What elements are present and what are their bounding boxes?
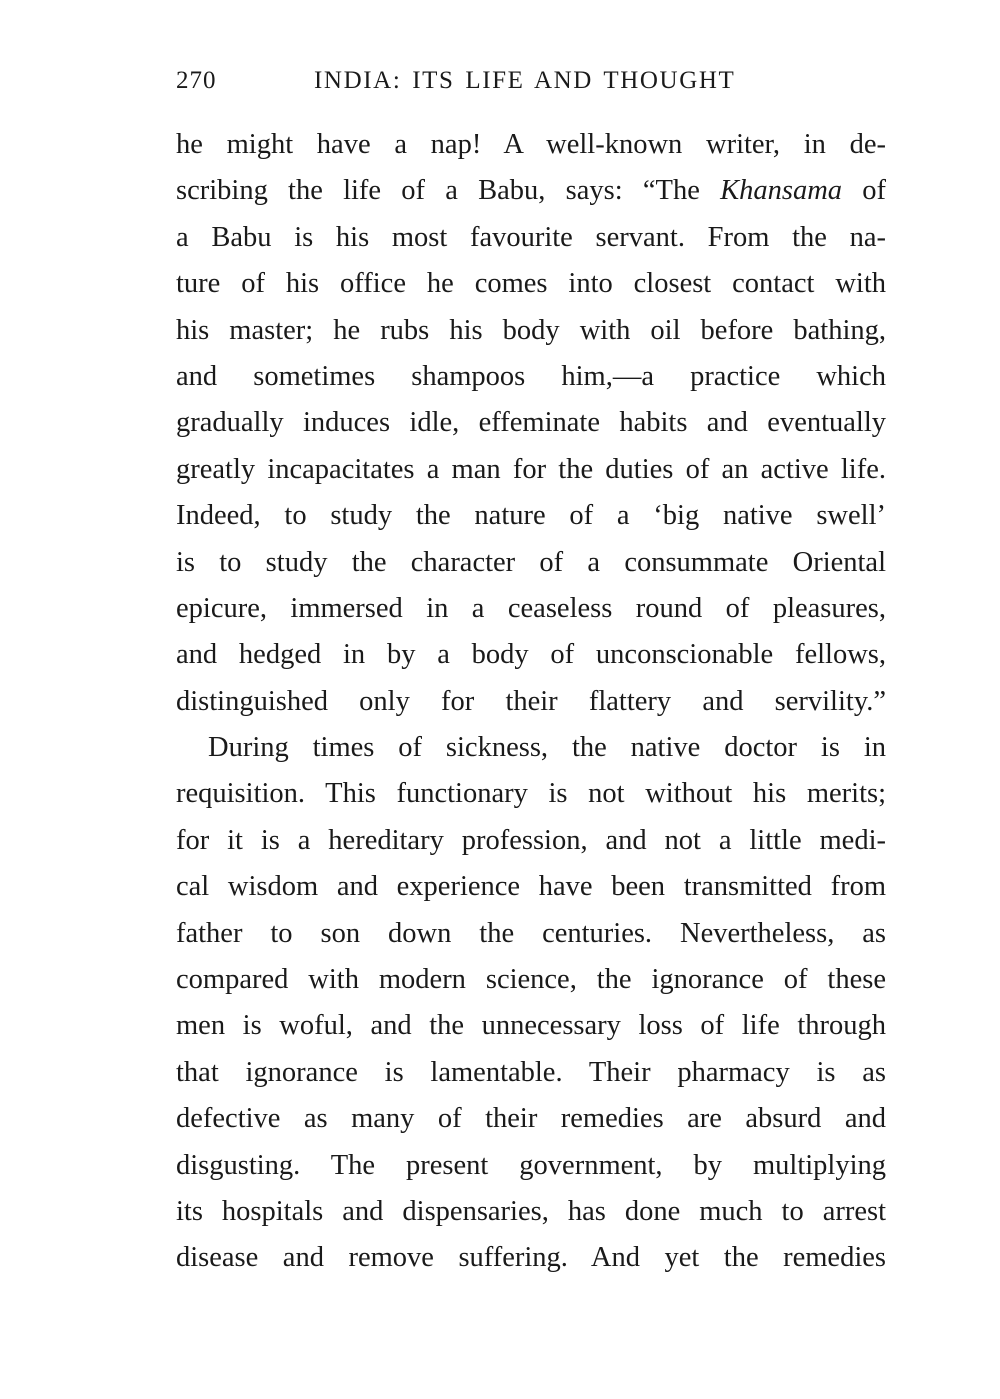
text-line: and sometimes shampoos him,—a practice which — [176, 360, 886, 392]
text-line: epicure, immersed in a ceaseless round of pleasures, — [176, 592, 886, 624]
text-line: is to study the character of a consummate Oriental — [176, 546, 886, 578]
text-line: ture of his office he comes into closest contact with — [176, 268, 886, 300]
text-line: defective as many of their remedies are absurd and — [176, 1103, 886, 1135]
text-line: gradually induces idle, effeminate habits and eventually — [176, 407, 886, 439]
text-line: father to son down the centuries. Nevertheless, as — [176, 917, 886, 949]
text-line: that ignorance is lamentable. Their pharmacy is as — [176, 1056, 886, 1088]
text-line: men is woful, and the unnecessary loss of life through — [176, 1010, 886, 1042]
running-title: INDIA: ITS LIFE AND THOUGHT — [314, 67, 736, 94]
text-line: and hedged in by a body of unconscionable fellows, — [176, 639, 886, 671]
text-line: its hospitals and dispensaries, has done much to arrest — [176, 1195, 886, 1227]
text-line: compared with modern science, the ignorance of these — [176, 964, 886, 996]
text-line: his master; he rubs his body with oil before bathing, — [176, 314, 886, 346]
text-line: distinguished only for their flattery and servility.” — [176, 685, 886, 717]
italic-term: Khansama — [720, 175, 843, 207]
text-line: Indeed, to study the nature of a ‘big native swell’ — [176, 500, 886, 532]
text-segment: scribing the life of a Babu, says: “The — [176, 175, 721, 207]
text-line — [176, 168, 886, 214]
text-line: disease and remove suffering. And yet the remedies — [176, 1242, 886, 1274]
text-line: greatly incapacitates a man for the duties of an active life. — [176, 453, 886, 485]
text-line: disgusting. The present government, by multiplying — [176, 1149, 886, 1181]
text-line: During times of sickness, the native doctor is in — [208, 732, 886, 764]
running-head — [176, 64, 886, 98]
text-line: a Babu is his most favourite servant. From the na- — [176, 221, 886, 253]
text-line: cal wisdom and experience have been transmitted from — [176, 871, 886, 903]
text-line: requisition. This functionary is not without his merits; — [176, 778, 886, 810]
body-text — [176, 122, 886, 1282]
text-line: he might have a nap! A well-known writer, in de- — [176, 129, 886, 160]
text-segment: of — [842, 175, 887, 207]
text-line: for it is a hereditary profession, and not a little medi- — [176, 824, 886, 856]
page-number: 270 — [176, 67, 217, 94]
